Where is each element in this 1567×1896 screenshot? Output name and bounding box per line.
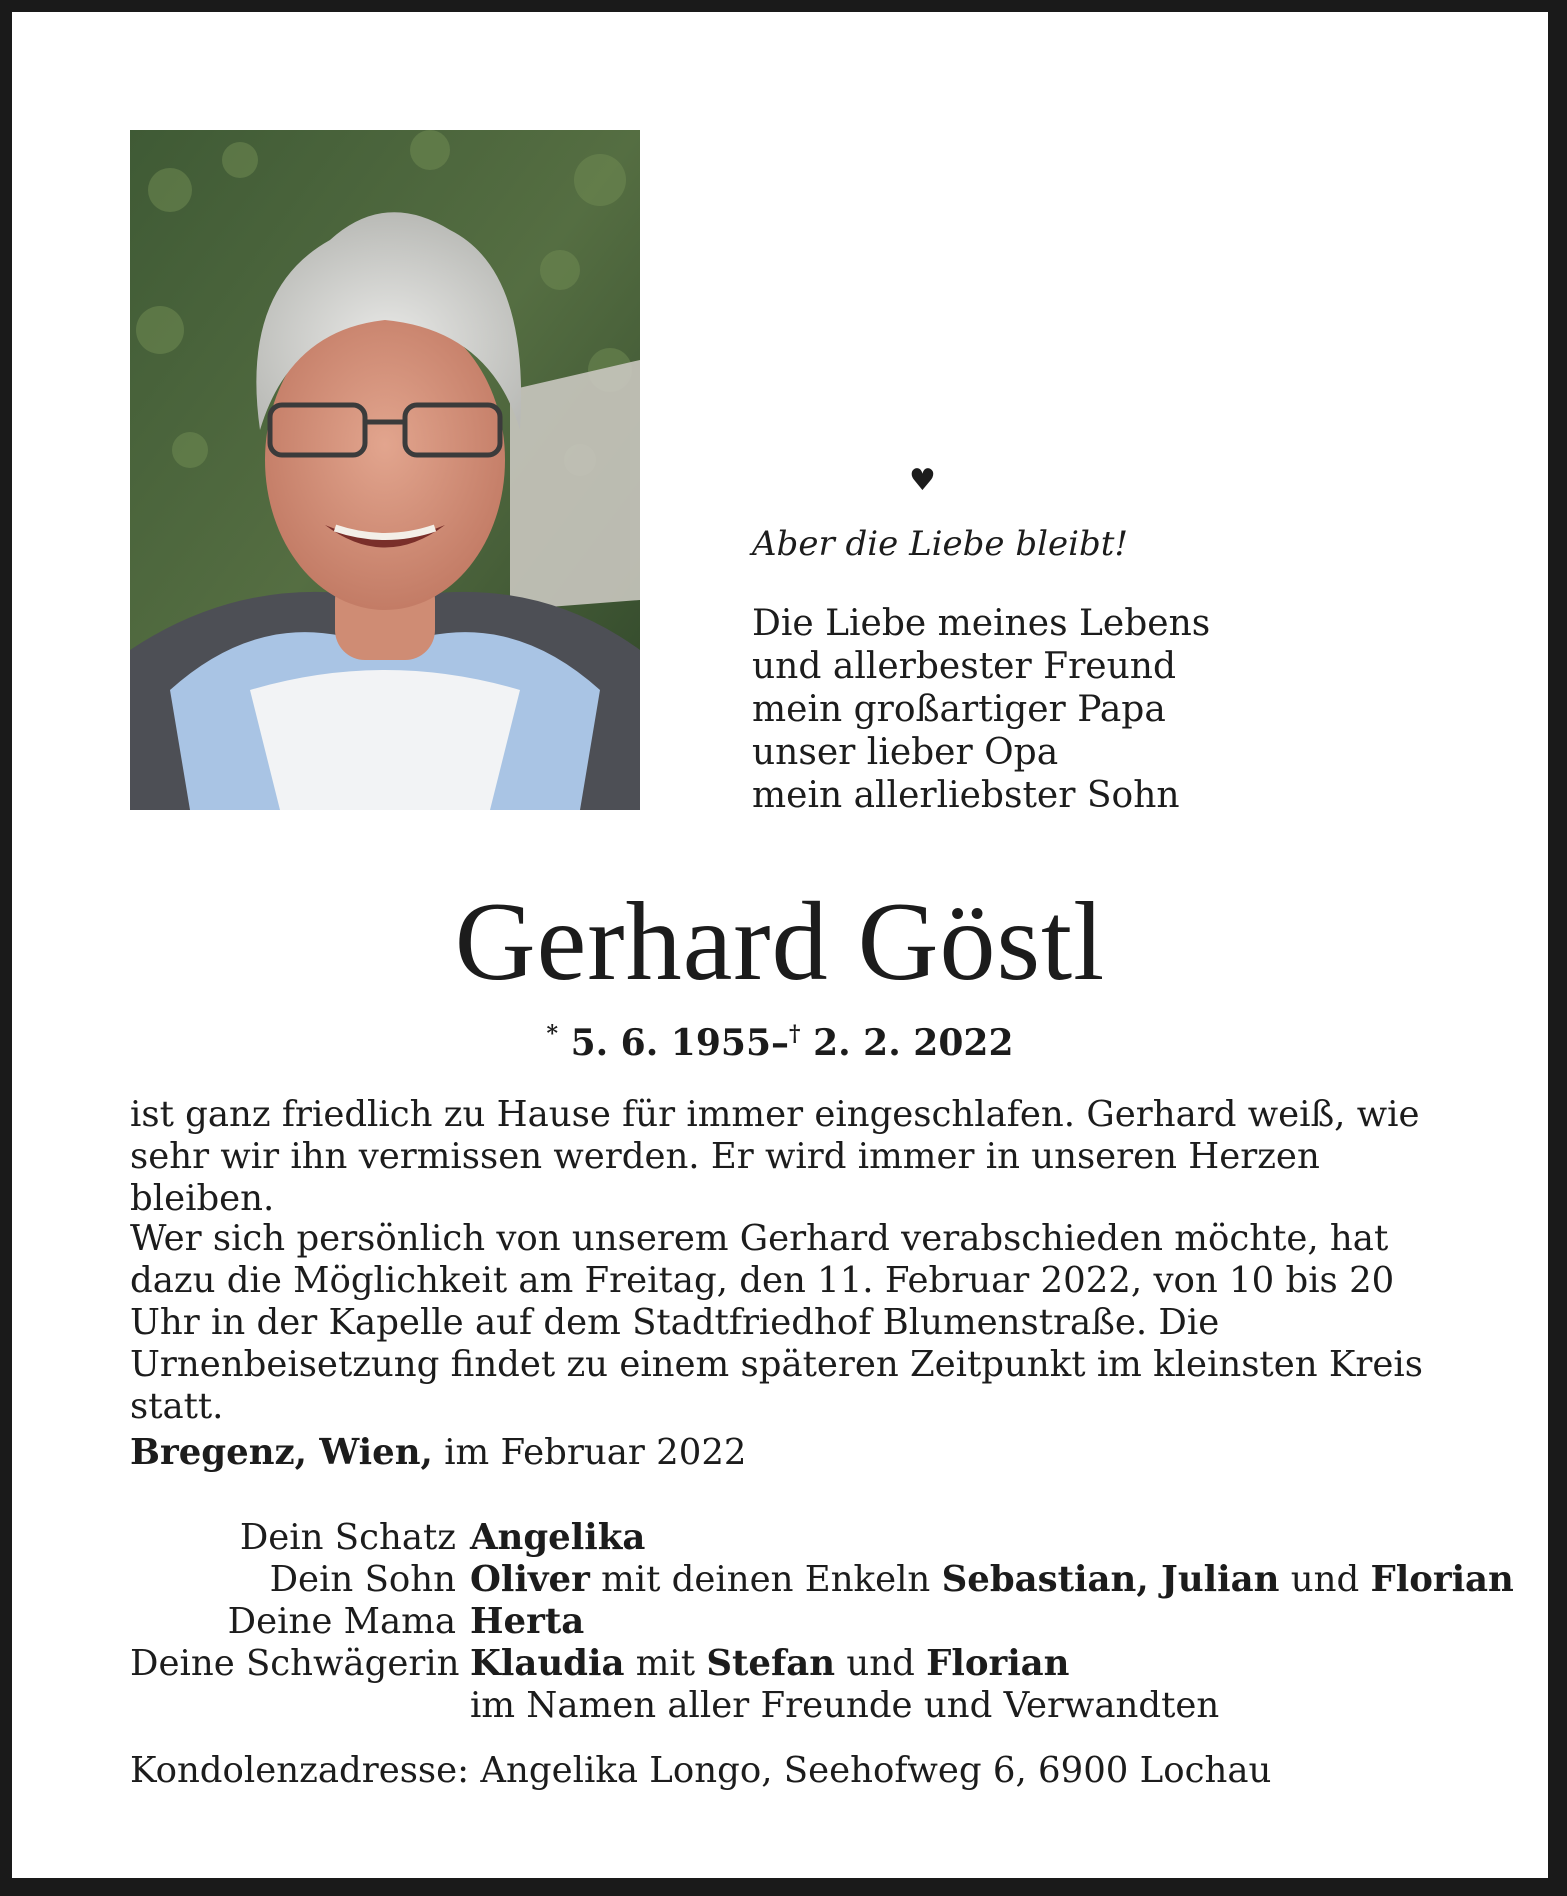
mourner-connector: mit — [635, 1643, 696, 1684]
mourner-name: Sebastian, Julian — [941, 1559, 1280, 1600]
mourner-relation: Dein Sohn — [269, 1559, 456, 1600]
dedication-line: Die Liebe meines Lebens — [752, 603, 1211, 644]
mourners-closing: im Namen aller Freunde und Verwandten — [470, 1685, 1220, 1726]
farewell-paragraph: Wer sich persönlich von unserem Gerhard verabschieden möchte, hat dazu die Möglichkeit am Freitag, den 11. Februar 2022, von 10 bis 20 Uhr in der Kapelle auf dem Stadtfriedhof Blumenstraße. Die Urnenbeisetzung findet zu einem späteren Zeitpunkt im kleinsten Kreis statt. — [130, 1218, 1423, 1427]
mourner-name: Oliver — [470, 1559, 590, 1600]
mourner-name: Herta — [470, 1601, 585, 1642]
mourner-relation: Deine Schwägerin — [130, 1643, 460, 1684]
mourner-row — [130, 1517, 1514, 1559]
dedication-line: mein allerliebster Sohn — [752, 775, 1180, 816]
birth-date: 5. 6. 1955 — [570, 1022, 771, 1064]
portrait-photo — [130, 130, 640, 810]
mourner-connector: und — [1290, 1559, 1360, 1600]
death-mark: † — [789, 1021, 801, 1047]
mourner-relation: Dein Schatz — [239, 1517, 456, 1558]
mourner-names — [470, 1517, 645, 1559]
mourner-name: Angelika — [470, 1517, 646, 1558]
dedication-lines — [752, 602, 1210, 817]
mourner-name: Klaudia — [470, 1643, 625, 1684]
place-cities: Bregenz, Wien, — [130, 1432, 433, 1473]
deceased-name: Gerhard Göstl — [454, 880, 1106, 1004]
mourner-names — [470, 1559, 1514, 1601]
death-date: 2. 2. 2022 — [813, 1022, 1014, 1064]
mourner-relation: Deine Mama — [227, 1601, 456, 1642]
heart-icon: ♥ — [909, 463, 936, 498]
birth-mark: * — [546, 1021, 559, 1047]
mourner-row — [130, 1643, 1514, 1685]
mourner-row — [130, 1559, 1514, 1601]
announcement-paragraph: ist ganz friedlich zu Hause für immer eingeschlafen. Gerhard weiß, wie sehr wir ihn vermissen werden. Er wird immer in unseren Herzen bleiben. — [130, 1094, 1420, 1219]
mourner-connector: und — [846, 1643, 915, 1684]
mourner-row — [130, 1601, 1514, 1643]
obituary-page — [12, 12, 1548, 1878]
place-and-date — [130, 1432, 747, 1474]
mourner-row — [130, 1685, 1514, 1727]
mourner-names — [470, 1601, 584, 1643]
mourner-names — [470, 1643, 1070, 1685]
motto: Aber die Liebe bleibt! — [752, 524, 1129, 564]
mourner-name: Stefan — [706, 1643, 836, 1684]
place-date: im Februar 2022 — [444, 1432, 747, 1473]
life-dates — [12, 1012, 1548, 1065]
dedication-line: unser lieber Opa — [752, 732, 1059, 773]
dedication-line: und allerbester Freund — [752, 646, 1177, 687]
mourner-connector: mit deinen Enkeln — [601, 1559, 931, 1600]
condolence-address: Kondolenzadresse: Angelika Longo, Seehofweg 6, 6900 Lochau — [130, 1750, 1272, 1791]
mourners-list — [130, 1517, 1514, 1727]
mourner-name: Florian — [1370, 1559, 1514, 1600]
date-separator: – — [771, 1022, 789, 1064]
mourner-name: Florian — [926, 1643, 1070, 1684]
mourner-relation-empty — [130, 1685, 470, 1727]
portrait-photo-image — [130, 130, 640, 810]
dedication-line: mein großartiger Papa — [752, 689, 1166, 730]
